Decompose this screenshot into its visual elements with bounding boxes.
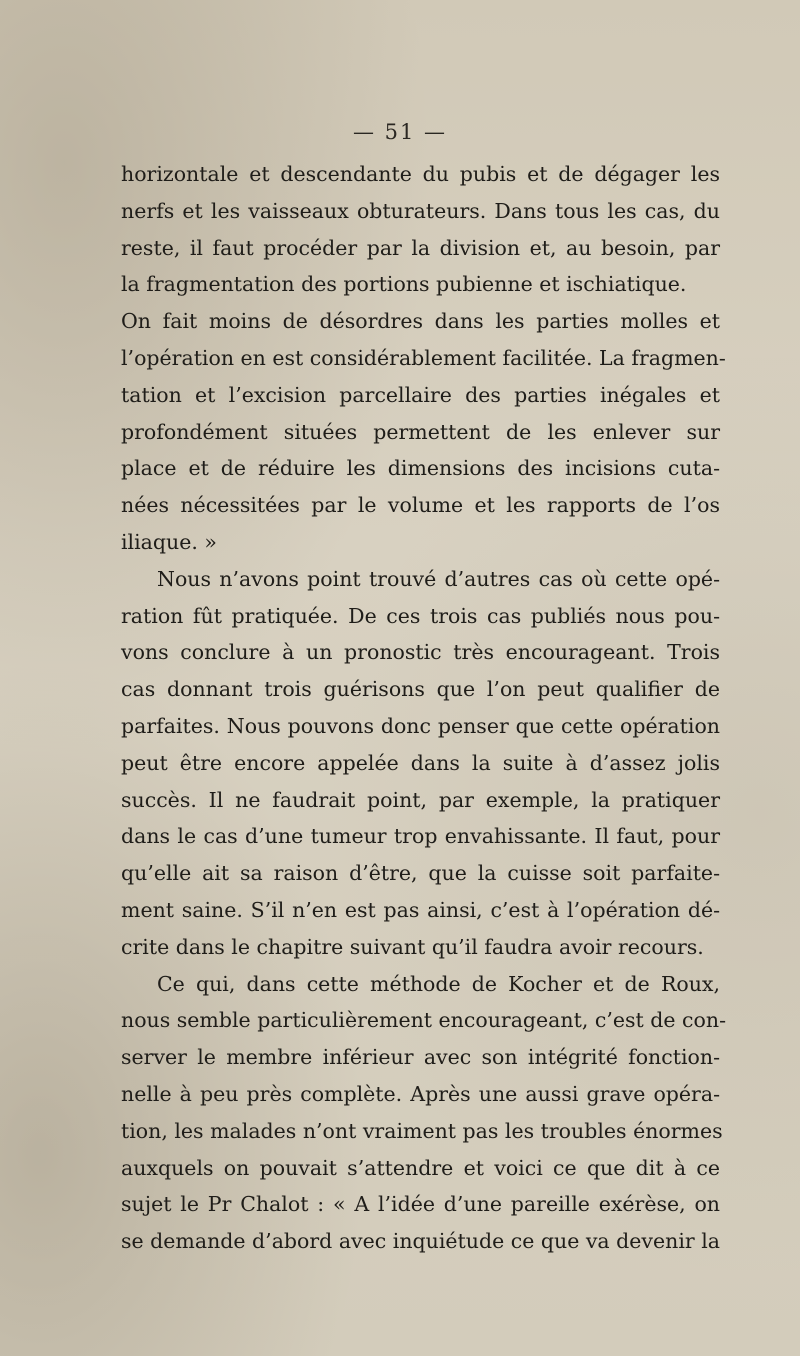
text-line: profondément situées permettent de les enlever sur bbox=[121, 419, 720, 444]
paragraph-3 bbox=[121, 966, 726, 1260]
text-line: parfaites. Nous pouvons donc penser que cette opération bbox=[121, 713, 720, 738]
text-line: cas donnant trois guérisons que l’on peut qualifier de bbox=[121, 677, 720, 702]
text-line: la fragmentation des portions pubienne et ischiatique. bbox=[121, 272, 687, 297]
page-number: — 51 — bbox=[352, 120, 448, 144]
text-line: On fait moins de désordres dans les parties molles et bbox=[121, 309, 720, 334]
text-line: crite dans le chapitre suivant qu’il faudra avoir recours. bbox=[121, 934, 704, 959]
text-line: sujet le Pr Chalot : « A l’idée d’une pareille exérèse, on bbox=[121, 1192, 720, 1217]
body-text bbox=[121, 156, 726, 1260]
text-line: server le membre inférieur avec son intégrité fonction- bbox=[121, 1045, 720, 1070]
text-line: nelle à peu près complète. Après une aussi grave opéra- bbox=[121, 1081, 720, 1106]
text-line: place et de réduire les dimensions des incisions cuta- bbox=[121, 456, 720, 481]
text-line: dans le cas d’une tumeur trop envahissante. Il faut, pour bbox=[121, 824, 720, 849]
text-line: nerfs et les vaisseaux obturateurs. Dans tous les cas, du bbox=[121, 198, 720, 223]
text-line: tion, les malades n’ont vraiment pas les troubles énormes bbox=[121, 1118, 723, 1143]
text-line: peut être encore appelée dans la suite à d’assez jolis bbox=[121, 750, 720, 775]
text-line: nous semble particulièrement encourageant, c’est de con- bbox=[121, 1008, 726, 1033]
text-line: qu’elle ait sa raison d’être, que la cuisse soit parfaite- bbox=[121, 861, 720, 886]
text-line: nées nécessitées par le volume et les rapports de l’os bbox=[121, 493, 720, 518]
text-line: Ce qui, dans cette méthode de Kocher et de Roux, bbox=[157, 971, 720, 996]
text-line: se demande d’abord avec inquiétude ce que va devenir la bbox=[121, 1229, 720, 1254]
paragraph-2 bbox=[121, 561, 720, 966]
text-line: Nous n’avons point trouvé d’autres cas où cette opé- bbox=[157, 566, 720, 591]
text-line: ration fût pratiquée. De ces trois cas publiés nous pou- bbox=[121, 603, 720, 628]
text-line: l’opération en est considérablement facilitée. La fragmen- bbox=[121, 345, 726, 370]
text-line: vons conclure à un pronostic très encourageant. Trois bbox=[121, 640, 720, 665]
paragraph-1 bbox=[121, 156, 726, 561]
text-line: iliaque. » bbox=[121, 529, 217, 554]
text-line: reste, il faut procéder par la division et, au besoin, par bbox=[121, 235, 720, 260]
text-line: tation et l’excision parcellaire des parties inégales et bbox=[121, 382, 720, 407]
text-line: auxquels on pouvait s’attendre et voici ce que dit à ce bbox=[121, 1155, 720, 1180]
text-line: succès. Il ne faudrait point, par exemple, la pratiquer bbox=[121, 787, 720, 812]
text-line: horizontale et descendante du pubis et de dégager les bbox=[121, 162, 720, 186]
text-line: ment saine. S’il n’en est pas ainsi, c’est à l’opération dé- bbox=[121, 897, 720, 922]
